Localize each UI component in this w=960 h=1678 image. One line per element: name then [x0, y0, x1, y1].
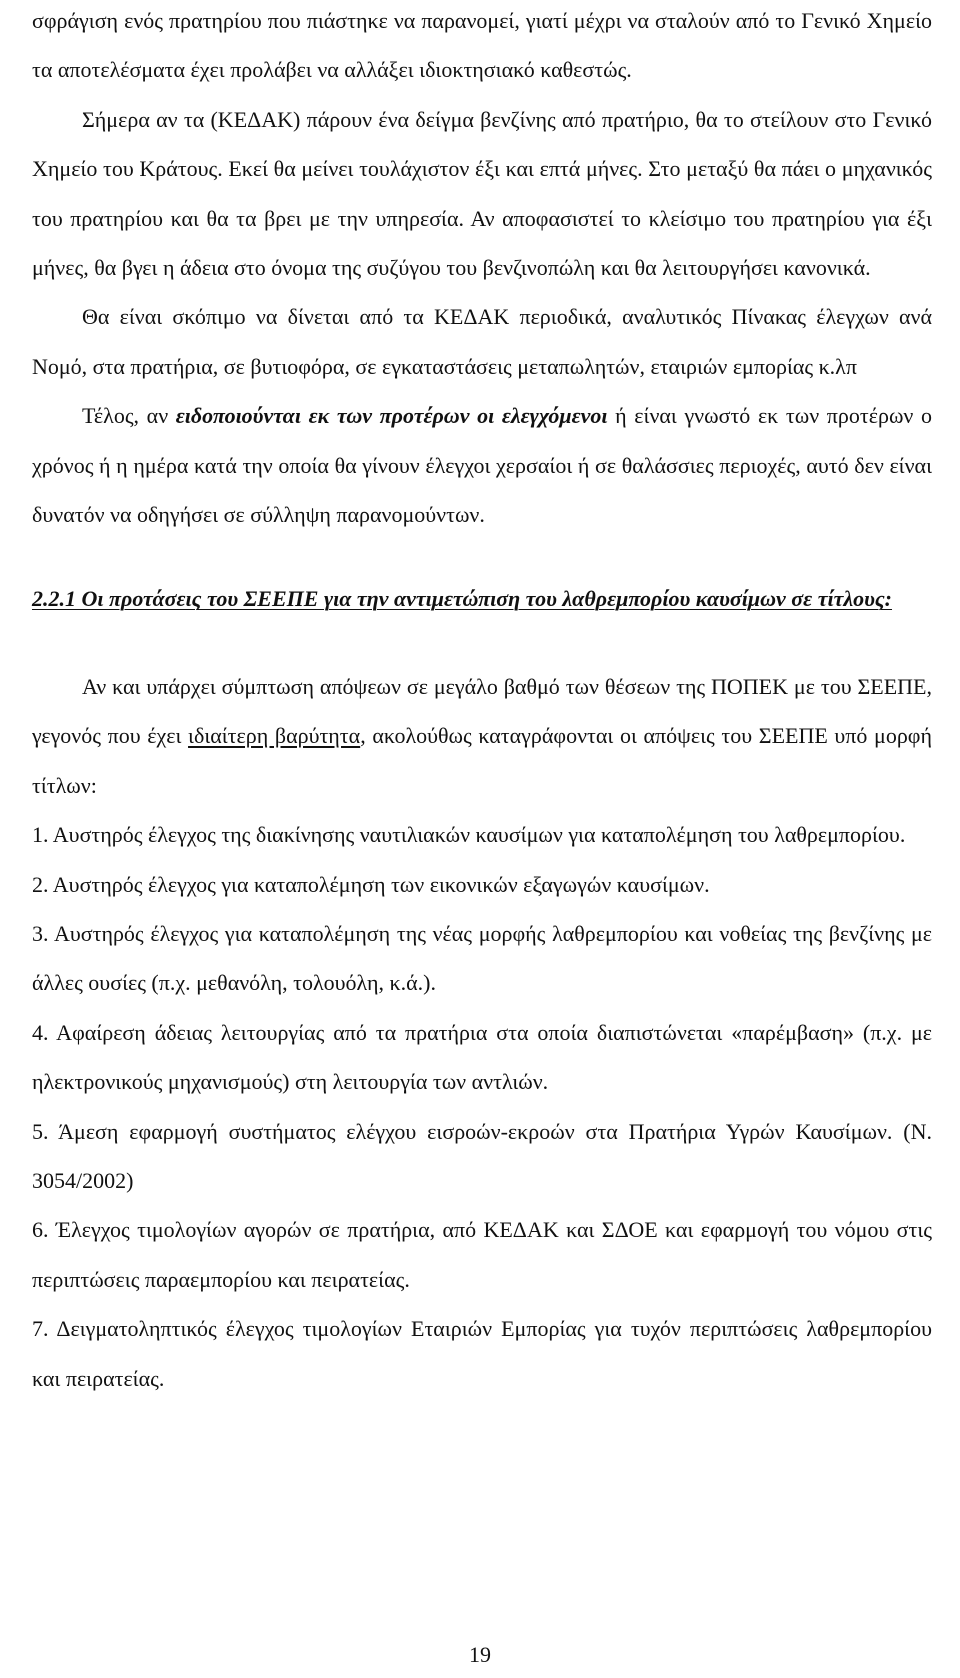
list-item: 5. Άμεση εφαρμογή συστήματος ελέγχου εισροών-εκροών στα Πρατήρια Υγρών Καυσίμων. (Ν. 3054/2002) [32, 1118, 932, 1193]
paragraph-sample-procedure: Σήμερα αν τα (ΚΕΔΑΚ) πάρουν ένα δείγμα βενζίνης από πρατήριο, θα το στείλουν στο Γενικό Χημείο του Κράτους. Εκεί θα μείνει τουλάχιστον έξι και επτά μήνες. Στο μεταξύ θα πάει ο μηχανικός του πρατηρίου και θα τα βρει με την υπηρεσία. Αν αποφασιστεί το κλείσιμο του πρατηρίου για έξι μήνες, θα βγει η άδεια στο όνομα της συζύγου του βενζινοπώλη και θα λειτουργήσει κανονικά. [32, 106, 932, 281]
list-item: 3. Αυστηρός έλεγχος για καταπολέμηση της νέας μορφής λαθρεμπορίου και νοθείας της βενζίνης με άλλες ουσίες (π.χ. μεθανόλη, τολουόλη, κ.ά.). [32, 920, 932, 996]
list-item: 7. Δειγματοληπτικός έλεγχος τιμολογίων Εταιριών Εμπορίας για τυχόν περιπτώσεις λαθρεμπορίου και πειρατείας. [32, 1316, 932, 1391]
section-heading: 2.2.1 Οι προτάσεις του ΣΕΕΠΕ για την αντιμετώπιση του λαθρεμπορίου καυσίμων σε τίτλους: [32, 586, 893, 612]
advance-notice-start: Τέλος, αν [82, 403, 176, 429]
list-item: 2. Αυστηρός έλεγχος για καταπολέμηση των εικονικών εξαγωγών καυσίμων. [32, 871, 710, 897]
list-item: 4. Αφαίρεση άδειας λειτουργίας από τα πρατήρια στα οποία διαπιστώνεται «παρέμβαση» (π.χ. με ηλεκτρονικούς μηχανισμούς) στη λειτουργία των αντλιών. [32, 1019, 932, 1095]
paragraph-inspection-table: Θα είναι σκόπιμο να δίνεται από τα ΚΕΔΑΚ περιοδικά, αναλυτικός Πίνακας έλεγχων ανά Νομό, στα πρατήρια, σε βυτιοφόρα, σε εγκαταστάσεις μεταπωλητών, εταιριών εμπορίας κ.λπ [32, 304, 932, 379]
list-item: 1. Αυστηρός έλεγχος της διακίνησης ναυτιλιακών καυσίμων για καταπολέμηση του λαθρεμπορίου. [32, 822, 906, 848]
paragraph-advance-notice [32, 391, 932, 539]
section-intro-end: , ακολούθως καταγράφονται οι απόψεις του ΣΕΕΠΕ υπό μορφή τίτλων: [32, 723, 933, 798]
advance-notice-end: ή είναι γνωστό εκ των προτέρων ο χρόνος ή η ημέρα κατά την οποία θα γίνουν έλεγχοι χερσαίοι ή σε θαλάσσιες περιοχές, αυτό δεν είναι δυνατόν να οδηγήσει σε σύλληψη παρανομούντων. [32, 403, 932, 528]
advance-notice-emphasis: ειδοποιούνται εκ των προτέρων οι ελεγχόμενοι [175, 403, 608, 429]
proposal-list [32, 810, 932, 1403]
list-item: 6. Έλεγχος τιμολογίων αγορών σε πρατήρια, από ΚΕΔΑΚ και ΣΔΟΕ και εφαρμογή του νόμου στις περιπτώσεις παραεμπορίου και πειρατείας. [32, 1217, 932, 1292]
document-page [32, 0, 932, 1403]
section-intro [32, 662, 932, 810]
section-intro-underlined: ιδιαίτερη βαρύτητα [188, 723, 361, 749]
section-intro-start: Αν και υπάρχει σύμπτωση απόψεων σε μεγάλο βαθμό των θέσεων της ΠΟΠΕΚ με του ΣΕΕΠΕ, γεγονός που έχει [32, 673, 932, 749]
paragraph-continuation: σφράγιση ενός πρατηρίου που πιάστηκε να παρανομεί, γιατί μέχρι να σταλούν από το Γενικό Χημείο τα αποτελέσματα έχει προλάβει να αλλάξει ιδιοκτησιακό καθεστώς. [32, 8, 932, 83]
page-number: 19 [469, 1642, 491, 1667]
